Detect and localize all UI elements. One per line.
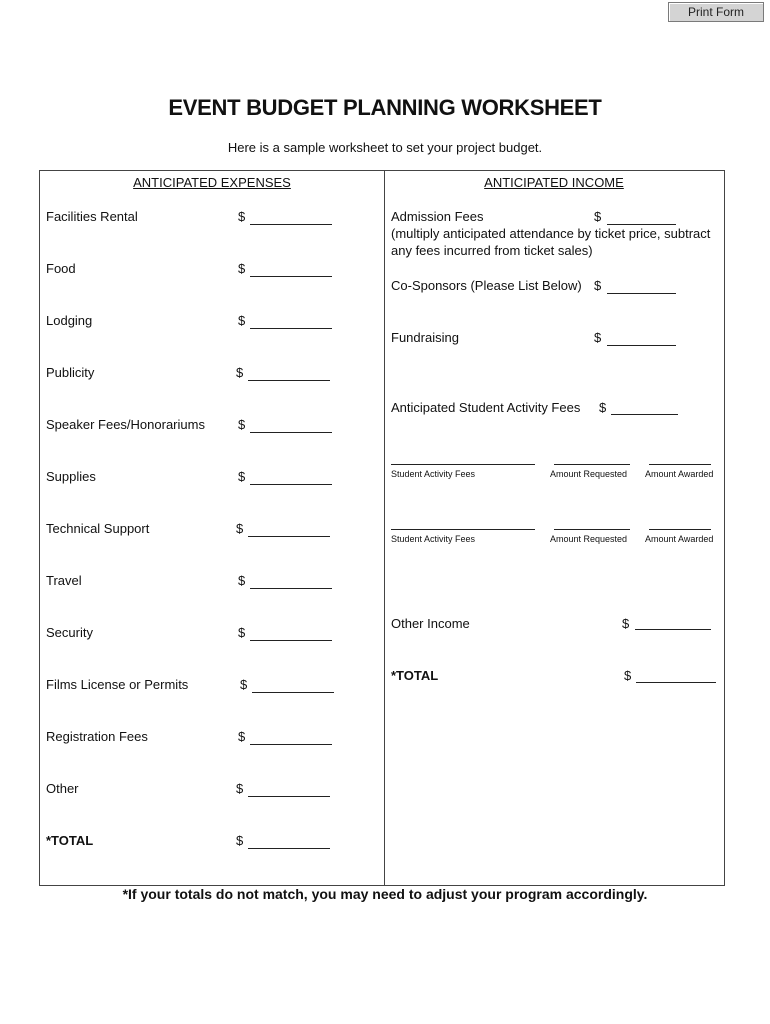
expense-label: Films License or Permits: [46, 677, 189, 692]
expense-total-label: *TOTAL: [46, 833, 94, 848]
dollar-sign: $: [594, 330, 602, 345]
dollar-sign: $: [236, 365, 244, 380]
dollar-sign: $: [594, 209, 602, 224]
amount-requested-field[interactable]: [554, 464, 630, 465]
admission-note-line-1: (multiply anticipated attendance by ticket price, subtract: [391, 226, 711, 241]
other-income-label: Other Income: [391, 616, 470, 631]
admission-fees-label: Admission Fees: [391, 209, 484, 224]
income-total-label: *TOTAL: [391, 668, 439, 683]
expense-row-speaker-fees: [46, 417, 346, 437]
amount-awarded-caption: Amount Awarded: [645, 534, 714, 544]
amount-field[interactable]: [248, 796, 330, 797]
dollar-sign: $: [622, 616, 630, 631]
cosponsors-field[interactable]: [607, 293, 676, 294]
expense-row-food: [46, 261, 346, 281]
dollar-sign: $: [238, 573, 246, 588]
footnote: *If your totals do not match, you may need to adjust your program accordingly.: [122, 886, 648, 902]
student-activity-fees-field[interactable]: [611, 414, 678, 415]
amount-requested-field[interactable]: [554, 529, 630, 530]
expense-label: Travel: [46, 573, 82, 588]
total-amount-field[interactable]: [248, 848, 330, 849]
amount-field[interactable]: [250, 588, 332, 589]
dollar-sign: $: [599, 400, 607, 415]
dollar-sign: $: [236, 521, 244, 536]
amount-awarded-field[interactable]: [649, 529, 711, 530]
dollar-sign: $: [238, 729, 246, 744]
fee-name-field[interactable]: [391, 529, 535, 530]
expense-row-security: [46, 625, 346, 645]
expense-label: Security: [46, 625, 93, 640]
expense-row-films-license: [46, 677, 346, 697]
amount-field[interactable]: [250, 744, 332, 745]
dollar-sign: $: [238, 313, 246, 328]
dollar-sign: $: [238, 209, 246, 224]
dollar-sign: $: [240, 677, 248, 692]
fee-name-caption: Student Activity Fees: [391, 534, 476, 544]
dollar-sign: $: [236, 833, 244, 848]
expenses-heading: ANTICIPATED EXPENSES: [133, 175, 291, 190]
page-title: EVENT BUDGET PLANNING WORKSHEET: [168, 95, 602, 120]
fundraising-label: Fundraising: [391, 330, 459, 345]
income-total-field[interactable]: [636, 682, 716, 683]
amount-field[interactable]: [250, 432, 332, 433]
expense-row-other: [46, 781, 346, 801]
expense-row-facilities: [46, 209, 346, 229]
dollar-sign: $: [236, 781, 244, 796]
expense-label: Facilities Rental: [46, 209, 138, 224]
amount-field[interactable]: [250, 276, 332, 277]
amount-awarded-field[interactable]: [649, 464, 711, 465]
column-divider: [384, 170, 385, 885]
expense-row-total: [46, 833, 346, 853]
amount-field[interactable]: [250, 328, 332, 329]
expense-row-lodging: [46, 313, 346, 333]
dollar-sign: $: [238, 417, 246, 432]
print-form-button[interactable]: Print Form: [668, 2, 764, 22]
expense-label: Publicity: [46, 365, 95, 380]
expense-label: Other: [46, 781, 79, 796]
income-heading: ANTICIPATED INCOME: [484, 175, 624, 190]
expense-row-publicity: [46, 365, 346, 385]
cosponsors-label: Co-Sponsors (Please List Below): [391, 278, 582, 293]
student-activity-fees-label: Anticipated Student Activity Fees: [391, 400, 581, 415]
expense-row-supplies: [46, 469, 346, 489]
admission-note-line-2: any fees incurred from ticket sales): [391, 243, 593, 258]
other-income-field[interactable]: [635, 629, 711, 630]
expense-label: Registration Fees: [46, 729, 148, 744]
expense-label: Food: [46, 261, 76, 276]
amount-awarded-caption: Amount Awarded: [645, 469, 714, 479]
fundraising-field[interactable]: [607, 345, 676, 346]
expense-label: Technical Support: [46, 521, 150, 536]
admission-fees-field[interactable]: [607, 224, 676, 225]
fee-name-caption: Student Activity Fees: [391, 469, 476, 479]
dollar-sign: $: [238, 261, 246, 276]
dollar-sign: $: [624, 668, 632, 683]
amount-field[interactable]: [250, 640, 332, 641]
dollar-sign: $: [238, 469, 246, 484]
expense-label: Speaker Fees/Honorariums: [46, 417, 205, 432]
expense-row-registration-fees: [46, 729, 346, 749]
amount-field[interactable]: [248, 536, 330, 537]
expense-label: Supplies: [46, 469, 96, 484]
expense-row-technical-support: [46, 521, 346, 541]
amount-field[interactable]: [252, 692, 334, 693]
dollar-sign: $: [238, 625, 246, 640]
amount-field[interactable]: [248, 380, 330, 381]
amount-field[interactable]: [250, 484, 332, 485]
expense-row-travel: [46, 573, 346, 593]
dollar-sign: $: [594, 278, 602, 293]
fee-name-field[interactable]: [391, 464, 535, 465]
amount-field[interactable]: [250, 224, 332, 225]
expense-label: Lodging: [46, 313, 93, 328]
amount-requested-caption: Amount Requested: [550, 534, 628, 544]
amount-requested-caption: Amount Requested: [550, 469, 628, 479]
page-subtitle: Here is a sample worksheet to set your project budget.: [227, 140, 543, 155]
